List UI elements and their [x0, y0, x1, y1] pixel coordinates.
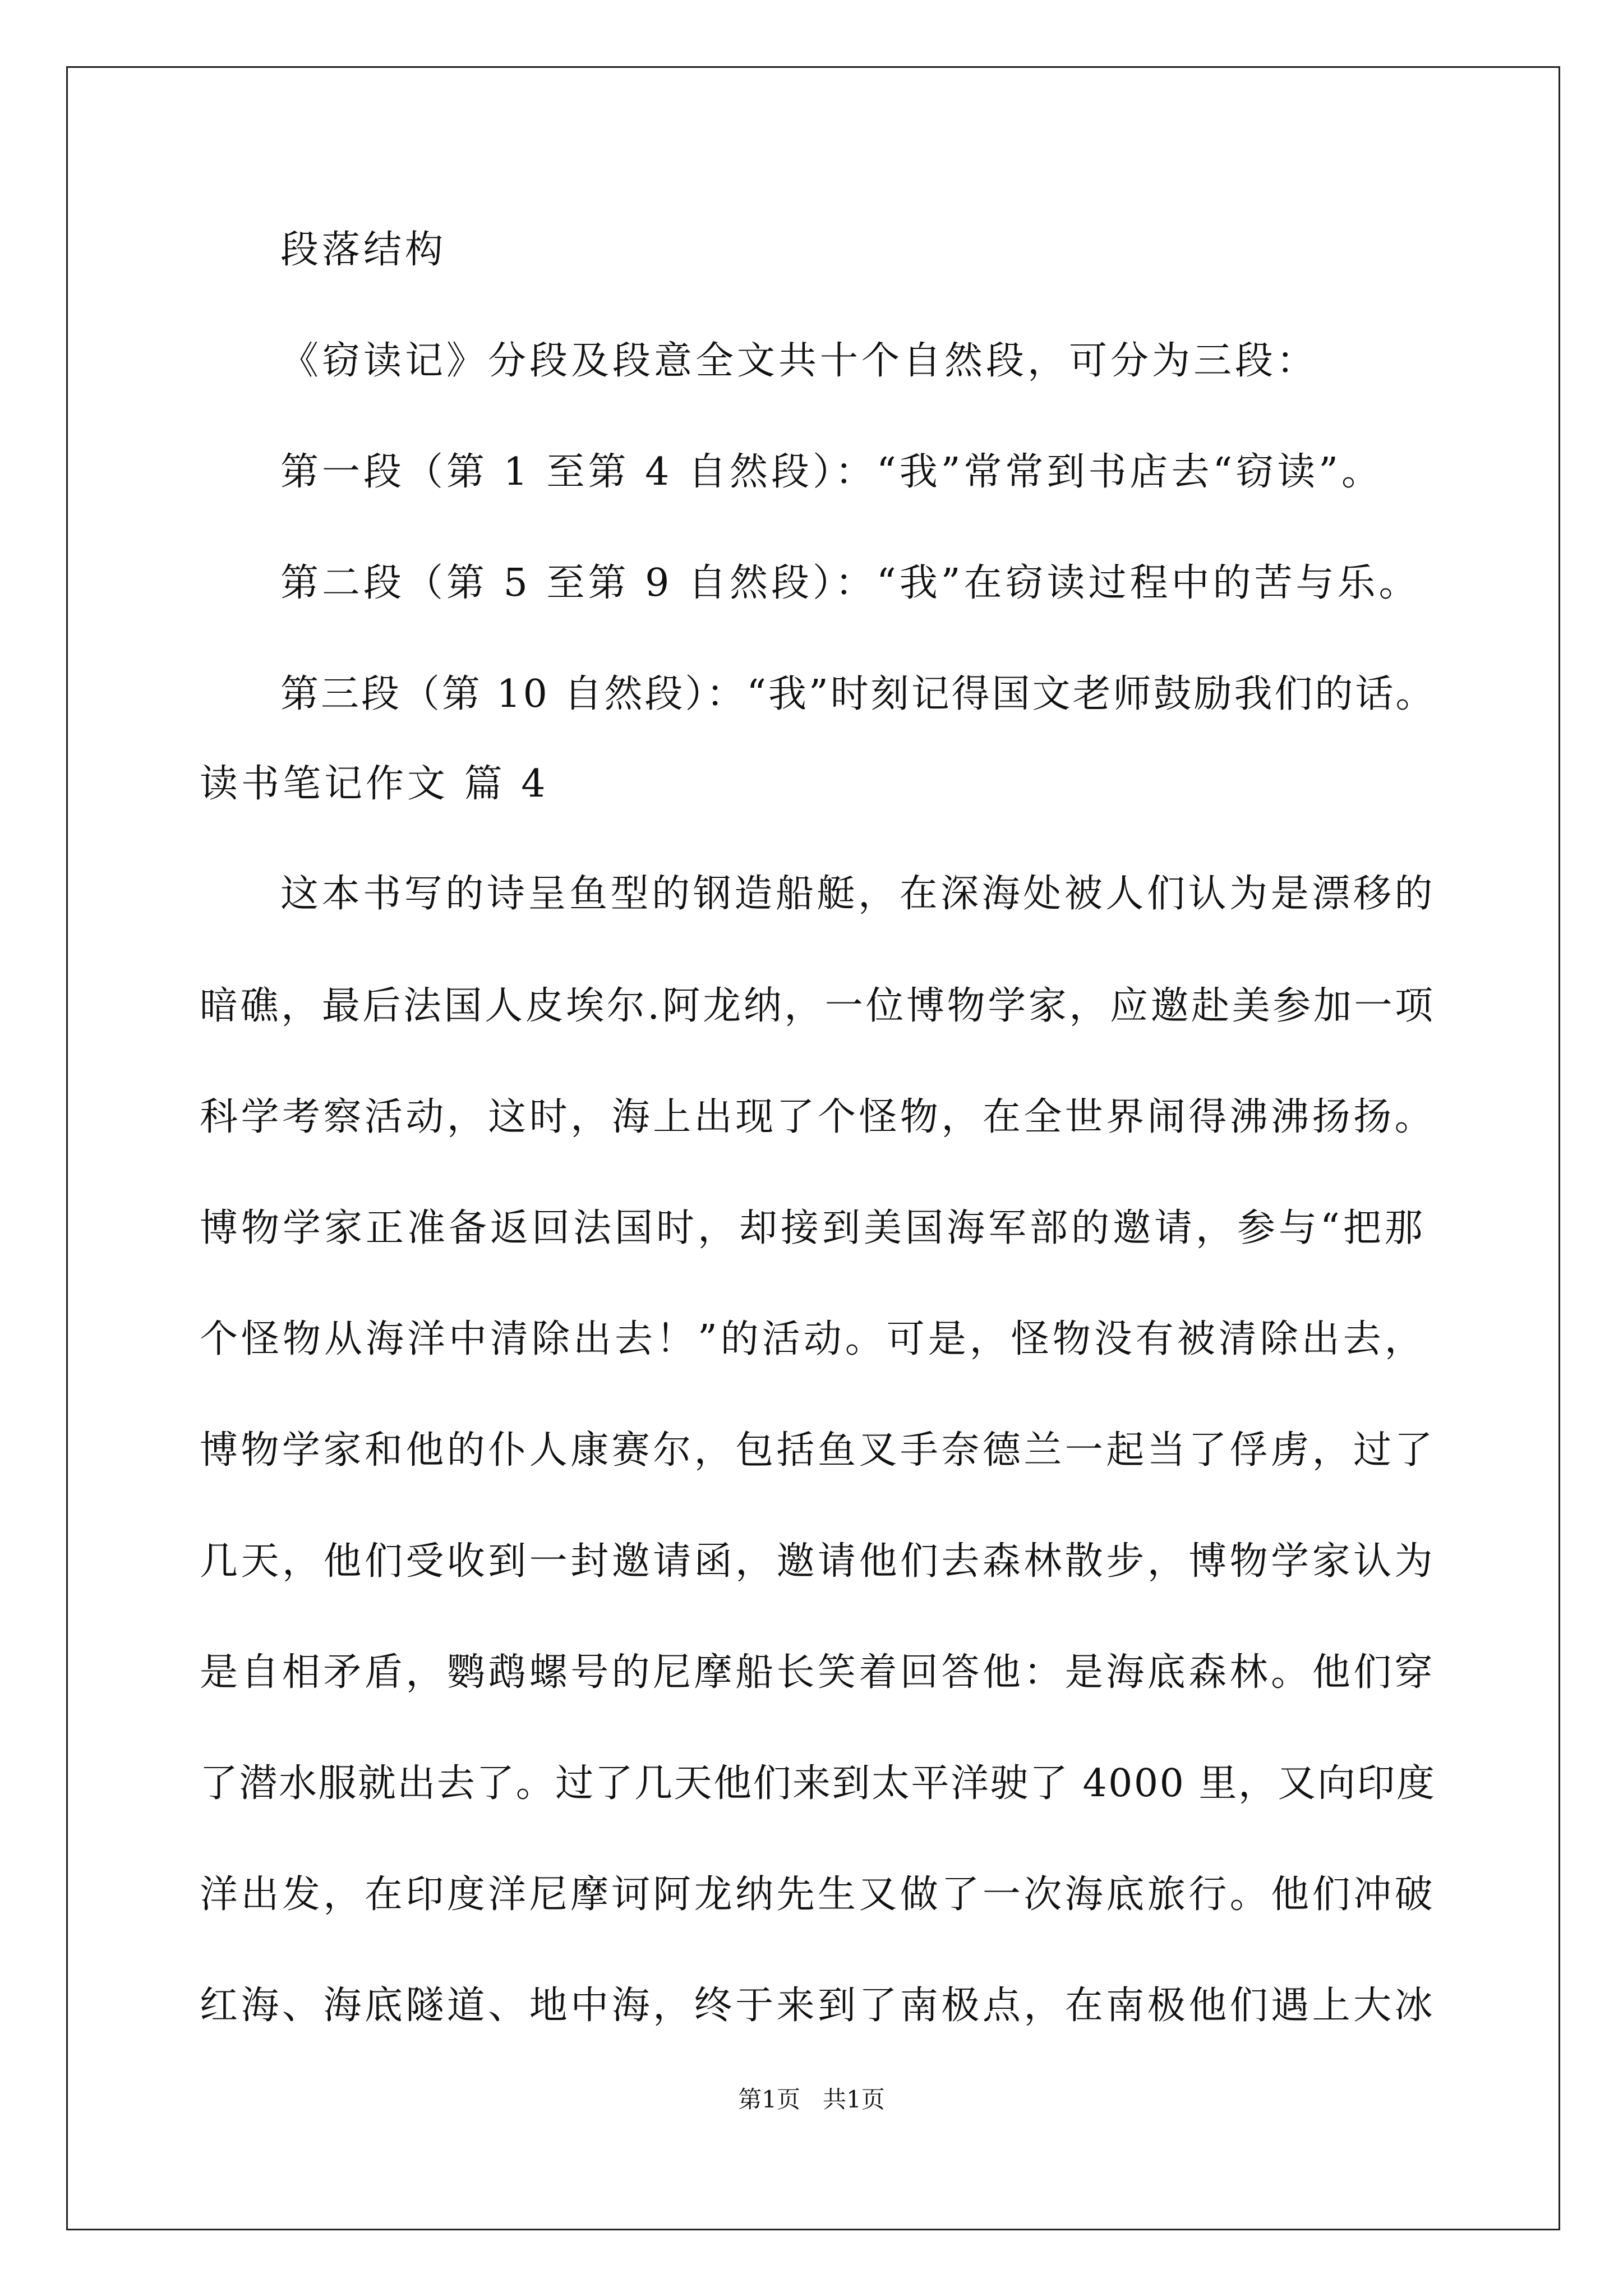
paragraph-line: 第一段（第 1 至第 4 自然段）：“我”常常到书店去“窃读”。 — [280, 450, 1384, 494]
page-footer: 第1页 共1页 — [738, 2086, 885, 2113]
paragraph-line: 第三段（第 10 自然段）：“我”时刻记得国文老师鼓励我们的话。 — [280, 672, 1436, 716]
paragraph-line: 几天，他们受收到一封邀请函，邀请他们去森林散步，博物学家认为 — [200, 1539, 1436, 1584]
paragraph-line: 第二段（第 5 至第 9 自然段）：“我”在窃读过程中的苦与乐。 — [280, 561, 1421, 605]
paragraph-line: 博物学家正准备返回法国时，却接到美国海军部的邀请，参与“把那 — [200, 1206, 1426, 1250]
paragraph-line: 《窃读记》分段及段意全文共十个自然段，可分为三段： — [280, 339, 1318, 383]
paragraph-line: 是自相矛盾，鹦鹉螺号的尼摩船长笑着回答他：是海底森林。他们穿 — [200, 1650, 1436, 1695]
article-title: 读书笔记作文 篇 4 — [200, 762, 549, 806]
paragraph-line: 个怪物从海洋中清除出去！”的活动。可是，怪物没有被清除出去， — [200, 1317, 1426, 1361]
paragraph-line: 博物学家和他的仆人康赛尔，包括鱼叉手奈德兰一起当了俘虏，过了 — [200, 1428, 1436, 1473]
paragraph-line: 科学考察活动，这时，海上出现了个怪物，在全世界闹得沸沸扬扬。 — [200, 1095, 1436, 1139]
paragraph-line: 了潜水服就出去了。过了几天他们来到太平洋驶了 4000 里，又向印度 — [200, 1761, 1436, 1806]
paragraph-line: 暗礁，最后法国人皮埃尔.阿龙纳，一位博物学家，应邀赴美参加一项 — [200, 984, 1436, 1028]
section-heading: 段落结构 — [280, 228, 447, 272]
paragraph-line: 洋出发，在印度洋尼摩诃阿龙纳先生又做了一次海底旅行。他们冲破 — [200, 1872, 1436, 1917]
paragraph-line: 红海、海底隧道、地中海，终于来到了南极点，在南极他们遇上大冰 — [200, 1984, 1436, 2028]
paragraph-line: 这本书写的诗呈鱼型的钢造船艇，在深海处被人们认为是漂移的 — [280, 872, 1436, 916]
